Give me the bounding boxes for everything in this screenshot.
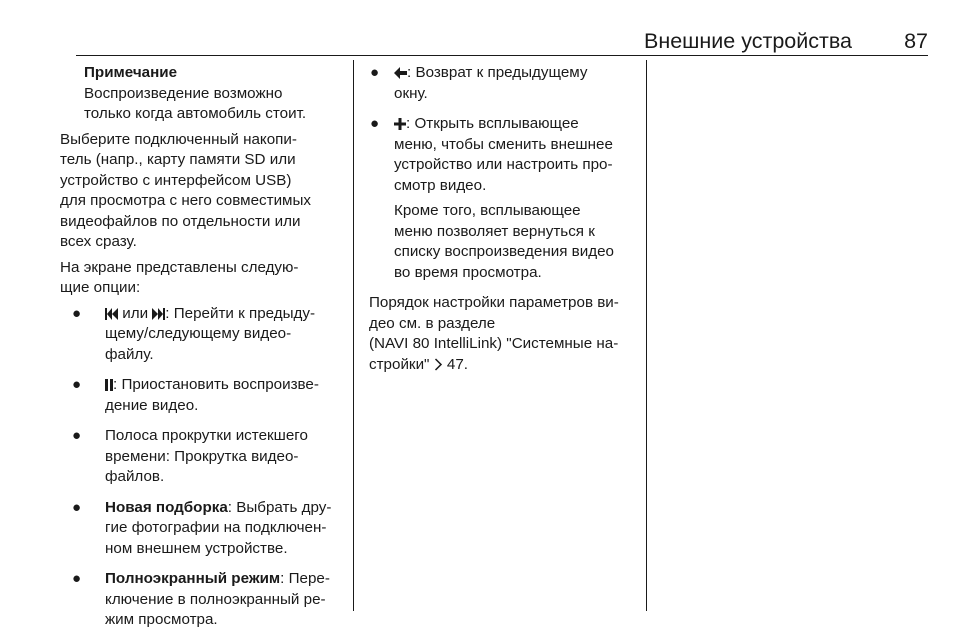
list-item (60, 498, 345, 560)
left-column (60, 63, 345, 641)
paragraph-settings-reference (369, 293, 642, 375)
text-line: Порядок настройки параметров ви- (369, 294, 619, 311)
skip-previous-icon (105, 308, 118, 320)
text-line: : Приостановить воспроизве- (113, 376, 319, 393)
text-line: На экране представлены следую- (60, 258, 299, 276)
text-line: гие фотографии на подключен- (105, 519, 327, 536)
bullet-dot: ● (370, 64, 380, 81)
text-line: всех сразу. (60, 233, 137, 250)
text-line: Выберите подключенный накопи- (60, 130, 297, 148)
text-line: щие опции: (60, 279, 141, 296)
text-line: меню, чтобы сменить внешнее (394, 135, 613, 153)
text-line: (NAVI 80 IntelliLink) "Системные на- (369, 335, 619, 352)
text-line: део см. в разделе (369, 314, 496, 332)
text-line: ном внешнем устройстве. (105, 539, 288, 557)
text-line: ключение в полноэкранный ре- (105, 590, 326, 608)
bullet-dot: ● (72, 427, 82, 444)
plus-icon (394, 118, 406, 130)
text-line: дение видео. (105, 396, 199, 414)
reference-page-link[interactable]: 47. (446, 355, 469, 373)
options-list-continued (370, 63, 642, 283)
text-line: списку воспроизведения видео (394, 243, 614, 260)
options-list (60, 304, 345, 631)
section-title: Внешние устройства (644, 29, 852, 53)
text-line: Кроме того, всплывающее (394, 202, 581, 219)
text-line: жим просмотра. (105, 611, 218, 628)
text-line: устройство с интерфейсом USB) (60, 171, 292, 189)
bullet-dot: ● (72, 570, 82, 587)
list-item (60, 426, 345, 488)
or-text: или (118, 304, 153, 322)
text-line: смотр видео. (394, 176, 487, 194)
note-box (84, 63, 345, 125)
text-line: видеофайлов по отдельности или (60, 212, 301, 230)
text-line: : Перейти к предыду- (165, 304, 316, 322)
text-line: устройство или настроить про- (394, 156, 613, 173)
pause-icon (105, 379, 113, 391)
bullet-dot: ● (370, 115, 380, 132)
list-item (60, 569, 345, 631)
column-divider-right (646, 60, 647, 611)
sub-paragraph (394, 201, 642, 283)
page-reference-arrow-icon (434, 358, 443, 371)
page-header (60, 26, 928, 56)
paragraph-select-device (60, 130, 345, 253)
note-text-line: только когда автомобиль стоит. (84, 105, 307, 122)
back-arrow-icon (394, 67, 407, 79)
text-line: файлов. (105, 468, 165, 485)
text-line: окну. (394, 84, 428, 102)
text-line: : Пере- (280, 570, 330, 587)
text-line: времени: Прокрутка видео- (105, 447, 299, 465)
text-line: : Открыть всплывающее (406, 115, 579, 132)
note-title: Примечание (84, 64, 178, 81)
list-item (370, 114, 642, 283)
text-line: : Выбрать дру- (227, 498, 332, 516)
text-line: стройки" (369, 355, 434, 373)
list-item (60, 375, 345, 416)
bullet-dot: ● (72, 304, 82, 322)
list-item (370, 63, 642, 104)
text-line: меню позволяет вернуться к (394, 222, 595, 240)
bullet-dot: ● (72, 498, 82, 516)
text-line: во время просмотра. (394, 263, 542, 281)
right-column (370, 63, 642, 380)
text-line: : Возврат к предыдущему (407, 64, 588, 81)
bullet-dot: ● (72, 376, 82, 393)
text-line: файлу. (105, 345, 154, 363)
list-item (60, 304, 345, 366)
option-name: Полноэкранный режим (105, 570, 281, 587)
paragraph-options-intro (60, 258, 345, 299)
text-line: для просмотра с него совместимых (60, 192, 312, 209)
option-name: Новая подборка (105, 498, 228, 516)
skip-next-icon (152, 308, 165, 320)
text-line: щему/следующему видео- (105, 325, 292, 342)
page-number: 87 (904, 29, 928, 53)
column-divider-left (353, 60, 354, 611)
text-line: Полоса прокрутки истекшего (105, 427, 308, 444)
header-rule (76, 55, 928, 56)
text-line: тель (напр., карту памяти SD или (60, 151, 296, 168)
note-text-line: Воспроизведение возможно (84, 84, 283, 102)
